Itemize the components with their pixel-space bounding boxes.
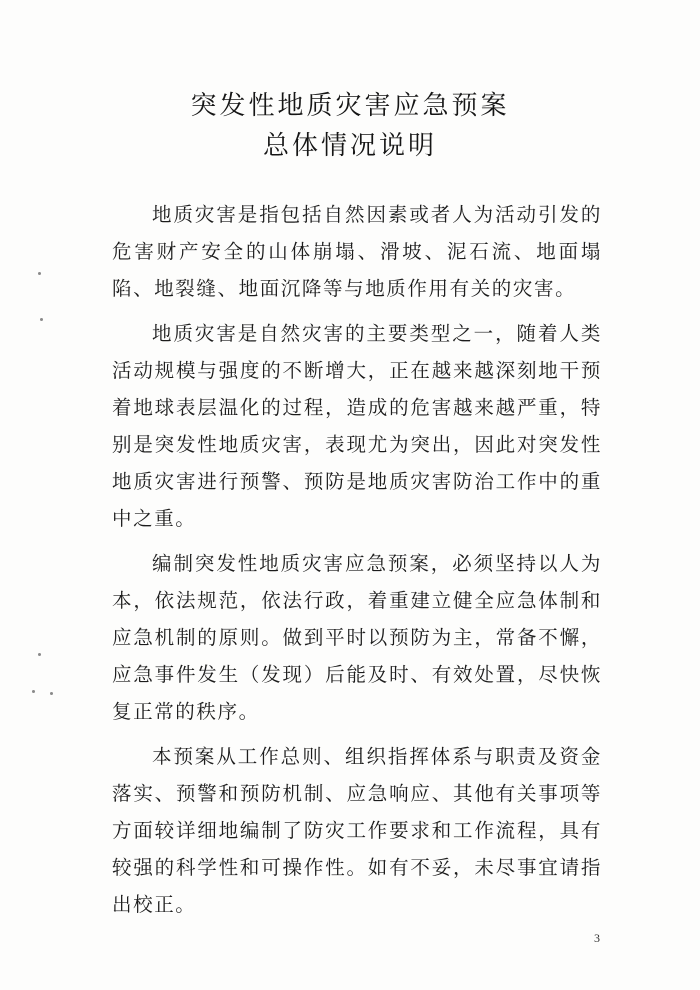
paragraph-principles: 编制突发性地质灾害应急预案，必须坚持以人为本，依法规范，依法行政，着重建立健全应急体制和应急机制的原则。做到平时以预防为主，常备不懈，应急事件发生（发现）后能及时、有效处置，尽快恢复正常的秩序。 xyxy=(112,552,602,723)
scan-speck xyxy=(32,690,35,693)
scan-speck xyxy=(40,318,43,321)
scan-speck xyxy=(38,272,41,275)
document-body xyxy=(112,196,602,931)
scan-speck xyxy=(38,653,41,656)
scan-speck xyxy=(50,692,53,695)
page-number: 3 xyxy=(594,931,600,945)
title-line-main: 突发性地质灾害应急预案 xyxy=(190,91,510,121)
document-title xyxy=(0,86,700,166)
paragraph-importance: 地质灾害是自然灾害的主要类型之一，随着人类活动规模与强度的不断增大，正在越来越深刻地干预着地球表层温化的过程，造成的危害越来越严重，特别是突发性地质灾害，表现尤为突出，因此对突发性地质灾害进行预警、预防是地质灾害防治工作中的重中之重。 xyxy=(112,322,602,530)
title-line-sub: 总体情况说明 xyxy=(262,131,437,161)
paragraph-definition: 地质灾害是指包括自然因素或者人为活动引发的危害财产安全的山体崩塌、滑坡、泥石流、地面塌陷、地裂缝、地面沉降等与地质作用有关的灾害。 xyxy=(112,203,602,300)
paragraph-scope: 本预案从工作总则、组织指挥体系与职责及资金落实、预警和预防机制、应急响应、其他有关事项等方面较详细地编制了防灾工作要求和工作流程，具有较强的科学性和可操作性。如有不妥，未尽事宜请指出校正。 xyxy=(112,745,602,916)
